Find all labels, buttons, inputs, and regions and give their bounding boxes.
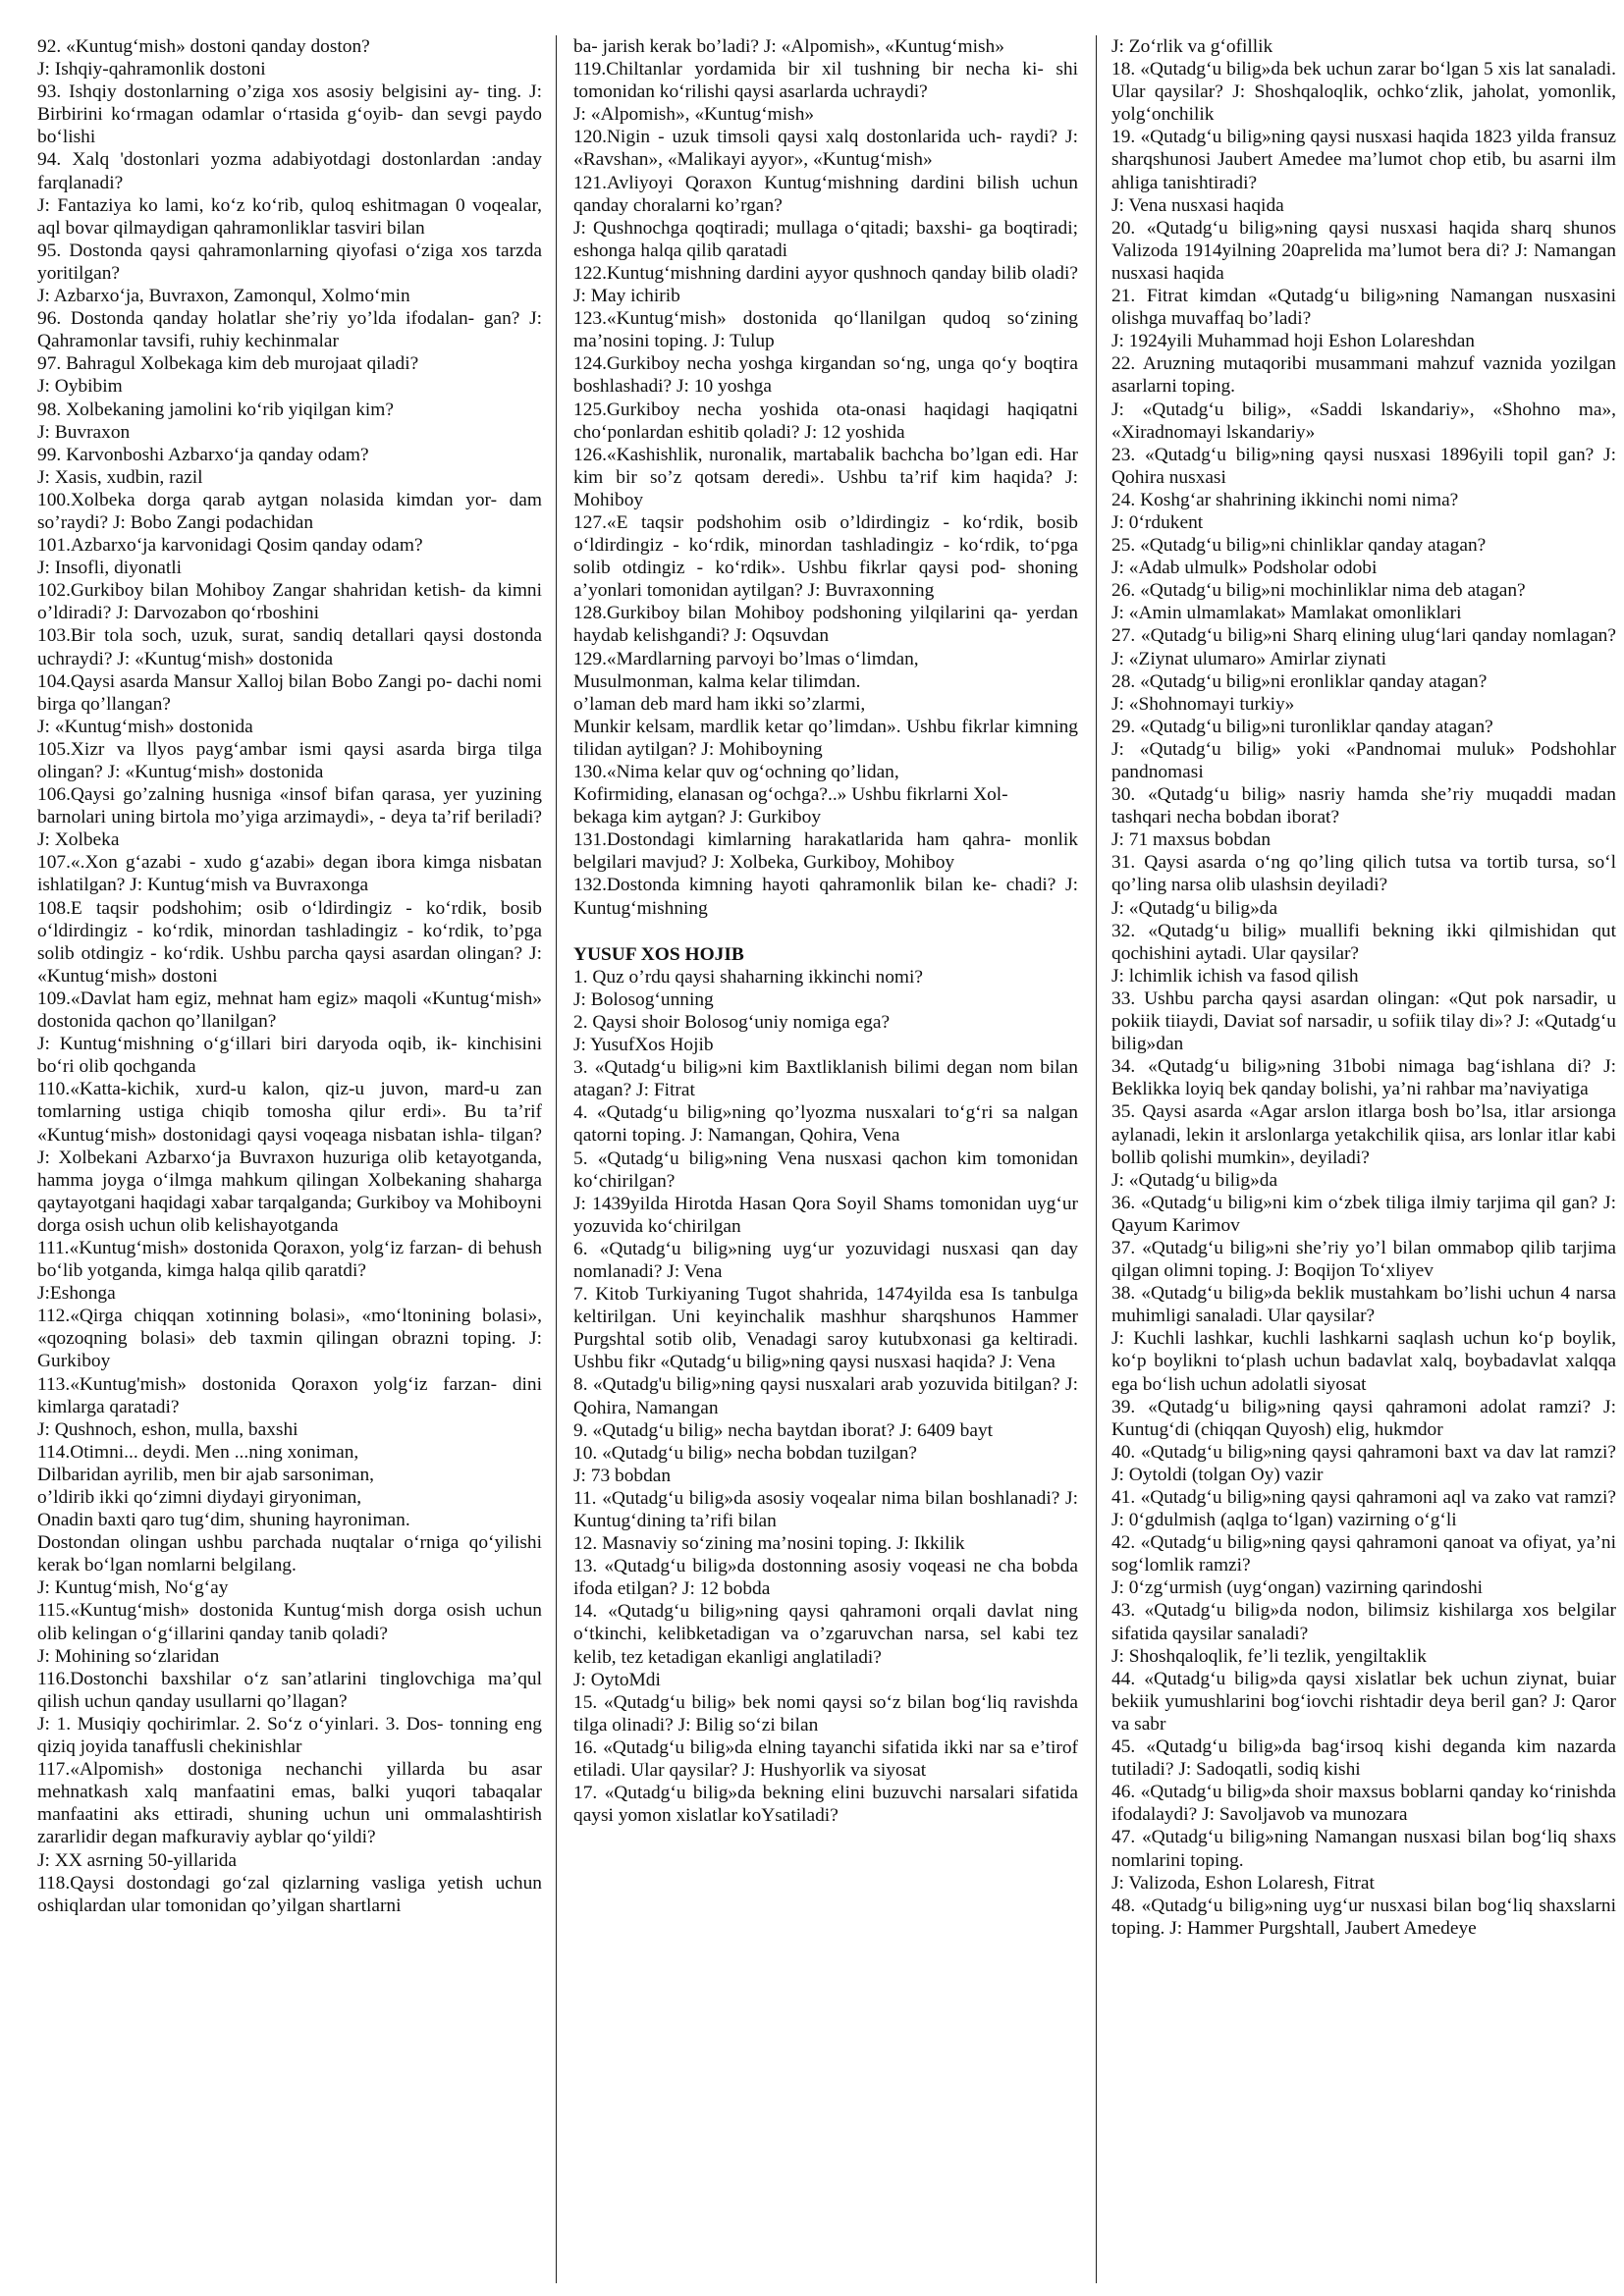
text-paragraph: J: 1439yilda Hirotda Hasan Qora Soyil Shams tomonidan uyg‘ur yozuvida ko‘chirilgan bbox=[573, 1193, 1078, 1237]
text-paragraph: 95. Dostonda qaysi qahramonlarning qiyofasi o‘ziga xos tarzda yoritilgan? bbox=[37, 240, 542, 284]
text-paragraph: J: «Alpomish», «Kuntug‘mish» bbox=[573, 104, 815, 126]
text-paragraph: 1. Quz o’rdu qaysi shaharning ikkinchi nomi? bbox=[573, 966, 923, 988]
text-paragraph: 47. «Qutadg‘u bilig»ning Namangan nusxasi bilan bog‘liq shaxs nomlarini toping. bbox=[1111, 1827, 1616, 1871]
column-divider bbox=[1096, 35, 1097, 2283]
text-paragraph: 44. «Qutadg‘u bilig»da qaysi xislatlar bek uchun ziynat, buiar bekiik yumushlarini bog‘iovchi rishtadir deya beril gan? J: Qaror va sabr bbox=[1111, 1668, 1616, 1735]
text-paragraph: 112.«Qirga chiqqan xotinning bolasi», «mo‘ltonining bolasi», «qozoqning bolasi» deb taxmin qilingan obrazni toping. J: Gurkiboy bbox=[37, 1306, 542, 1372]
text-paragraph: 34. «Qutadg‘u bilig»ning 31bobi nimaga bag‘ishlana di? J: Beklikka loyiq bek qanday bolishi, ya’ni rahbar ma’naviyatiga bbox=[1111, 1056, 1616, 1100]
text-paragraph: J: Kuntug‘mish, No‘g‘ay bbox=[37, 1577, 229, 1599]
text-paragraph: 128.Gurkiboy bilan Mohiboy podshoning yilqilarini qa- yerdan haydab kelishgandi? J: Oqsuvdan bbox=[573, 603, 1078, 647]
column-2-top bbox=[573, 35, 1078, 920]
text-paragraph: J: «Kuntug‘mish» dostonida bbox=[37, 716, 253, 737]
text-paragraph: 2. Qaysi shoir Bolosog‘uniy nomiga ega? bbox=[573, 1011, 891, 1033]
text-paragraph: 12. Masnaviy so‘zining ma’nosini toping. J: Ikkilik bbox=[573, 1533, 965, 1555]
text-paragraph: 29. «Qutadg‘u bilig»ni turonliklar qanday atagan? bbox=[1111, 716, 1493, 737]
column-1 bbox=[37, 35, 542, 2283]
text-paragraph: 45. «Qutadg‘u bilig»da bag‘irsoq kishi deganda kim nazarda tutiladi? J: Sadoqatli, sodiq kishi bbox=[1111, 1736, 1616, 1781]
text-paragraph: 109.«Davlat ham egiz, mehnat ham egiz» maqoli «Kuntug‘mish» dostonida qachon qo’llanilgan? bbox=[37, 988, 542, 1033]
text-paragraph: J: «Qutadg‘u bilig»da bbox=[1111, 897, 1278, 919]
text-paragraph: 39. «Qutadg‘u bilig»ning qaysi qahramoni adolat ramzi? J: Kuntug‘di (chiqqan Quyosh) elig, hukmdor bbox=[1111, 1396, 1616, 1440]
text-paragraph: J: Oybibim bbox=[37, 376, 123, 398]
text-paragraph: 37. «Qutadg‘u bilig»ni she’riy yo’l bilan ommabop qilib tarjima qilgan olimni toping. J: Boqijon To‘xliyev bbox=[1111, 1237, 1616, 1282]
text-paragraph: 105.Xizr va llyos payg‘ambar ismi qaysi asarda birga tilga olingan? J: «Kuntug‘mish» dostonida bbox=[37, 738, 542, 782]
text-paragraph: ba- jarish kerak bo’ladi? J: «Alpomish», «Kuntug‘mish» bbox=[573, 36, 1004, 57]
text-paragraph: Dostondan olingan ushbu parchada nuqtalar o‘rniga qo‘yilishi kerak bo‘lgan nomlarni belgilang. bbox=[37, 1532, 542, 1576]
text-paragraph: J: «Amin ulmamlakat» Mamlakat omonliklari bbox=[1111, 603, 1462, 624]
text-paragraph: 41. «Qutadg‘u bilig»ning qaysi qahramoni aql va zako vat ramzi? J: 0‘gdulmish (aqlga to‘lgan) vazirning o‘g‘li bbox=[1111, 1487, 1616, 1531]
text-paragraph: 131.Dostondagi kimlarning harakatlarida ham qahra- monlik belgilari mavjud? J: Xolbeka, Gurkiboy, Mohiboy bbox=[573, 829, 1078, 874]
column-2 bbox=[573, 35, 1078, 2283]
text-paragraph: 100.Xolbeka dorga qarab aytgan nolasida kimdan yor- dam so’raydi? J: Bobo Zangi podachidan bbox=[37, 489, 542, 533]
text-paragraph: 36. «Qutadg‘u bilig»ni kim o‘zbek tiliga ilmiy tarjima qil gan? J: Qayum Karimov bbox=[1111, 1192, 1616, 1236]
text-paragraph: J: lchimlik ichish va fasod qilish bbox=[1111, 965, 1359, 987]
text-paragraph: 4. «Qutadg‘u bilig»ning qo’lyozma nusxalari to‘g‘ri sa nalgan qatorni toping. J: Namangan, Qohira, Vena bbox=[573, 1102, 1078, 1147]
text-paragraph: 130.«Nima kelar quv og‘ochning qo’lidan, Kofirmiding, elanasan og‘ochga?..» Ushbu fikrlarni Xol- bbox=[573, 762, 1008, 806]
text-paragraph: J: Kuntug‘mishning o‘g‘illari biri daryoda oqib, ik- kinchisini bo‘ri olib qochganda bbox=[37, 1034, 542, 1078]
document-page bbox=[37, 35, 1616, 2283]
text-paragraph: 9. «Qutadg‘u bilig» necha baytdan iborat? J: 6409 bayt bbox=[573, 1419, 994, 1441]
text-paragraph: J: YusufXos Hojib bbox=[573, 1035, 714, 1056]
text-paragraph: J: 71 maxsus bobdan bbox=[1111, 829, 1272, 851]
text-paragraph: 27. «Qutadg‘u bilig»ni Sharq elining ulug‘lari qanday nomlagan? J: «Ziynat ulumaro» Amirlar ziynati bbox=[1111, 625, 1616, 669]
text-paragraph: J: Mohining so‘zlaridan bbox=[37, 1645, 220, 1667]
text-paragraph: 124.Gurkiboy necha yoshga kirgandan so‘ng, unga qo‘y boqtira boshlashadi? J: 10 yoshga bbox=[573, 353, 1078, 398]
text-paragraph: 115.«Kuntug‘mish» dostonida Kuntug‘mish dorga osish uchun olib kelingan o‘g‘illarini qanday tanib qoladi? bbox=[37, 1600, 542, 1644]
text-paragraph: 30. «Qutadg‘u bilig» nasriy hamda she’riy muqaddi madan tashqari necha bobdan iborat? bbox=[1111, 784, 1616, 828]
text-paragraph: 106.Qaysi go’zalning husniga «insof bifan qarasa, yer yuzining barnolari uning birtola mo’yiga arzimaydi», - deya ta’rif beriladi? J: Xolbeka bbox=[37, 784, 542, 851]
text-paragraph: J:Eshonga bbox=[37, 1283, 116, 1305]
text-paragraph: J: Insofli, diyonatli bbox=[37, 558, 183, 579]
text-paragraph: J: Buvraxon bbox=[37, 421, 131, 443]
text-paragraph: 118.Qaysi dostondagi go‘zal qizlarning vasliga yetish uchun oshiqlardan ular tomonidan qo’yilgan shartlarni bbox=[37, 1872, 542, 1916]
text-paragraph: 40. «Qutadg‘u bilig»ning qaysi qahramoni baxt va dav lat ramzi? J: Oytoldi (tolgan Oy) vazir bbox=[1111, 1441, 1616, 1485]
text-paragraph: 43. «Qutadg‘u bilig»da nodon, bilimsiz kishilarga xos belgilar sifatida qaysilar sanaladi? bbox=[1111, 1600, 1616, 1644]
text-paragraph: 123.«Kuntug‘mish» dostonida qo‘llanilgan qudoq so‘zining ma’nosini toping. J: Tulup bbox=[573, 308, 1078, 352]
text-paragraph: 132.Dostonda kimning hayoti qahramonlik bilan ke- chadi? J: Kuntug‘mishning bbox=[573, 875, 1078, 919]
text-paragraph: 107.«.Xon g‘azabi - xudo g‘azabi» degan ibora kimga nisbatan ishlatilgan? J: Kuntug‘mish va Buvraxonga bbox=[37, 852, 542, 896]
text-paragraph: 31. Qaysi asarda o‘ng qo’ling qilich tutsa va tortib tursa, so‘l qo’ling narsa olib ulashsin deyiladi? bbox=[1111, 852, 1616, 896]
text-paragraph: J: Kuchli lashkar, kuchli lashkarni saqlash uchun ko‘p boylik, ko‘p boylikni to‘plash uchun badavlat xalq, boybadavlat xalqqa ega bo‘lish uchun adolatli siyosat bbox=[1111, 1328, 1616, 1395]
text-paragraph: 96. Dostonda qanday holatlar she’riy yo’lda ifodalan- gan? J: Qahramonlar tavsifi, ruhiy kechinmalar bbox=[37, 308, 542, 352]
text-paragraph: 129.«Mardlarning parvoyi bo’lmas o‘limdan, Musulmonman, kalma kelar tilimdan. o’laman deb mard ham ikki so’zlarmi, bbox=[573, 648, 919, 715]
text-paragraph: J: 1. Musiqiy qochirimlar. 2. So‘z o‘yinlari. 3. Dos- tonning eng qiziq joyida tanaffusli chekinishlar bbox=[37, 1713, 542, 1758]
text-paragraph: J: 0‘zg‘urmish (uyg‘ongan) vazirning qarindoshi bbox=[1111, 1577, 1484, 1599]
text-paragraph: J: Valizoda, Eshon Lolaresh, Fitrat bbox=[1111, 1872, 1375, 1894]
text-paragraph: J: «Qutadg‘u bilig»da bbox=[1111, 1169, 1278, 1191]
text-paragraph: 97. Bahragul Xolbekaga kim deb murojaat qiladi? bbox=[37, 353, 419, 375]
text-paragraph: 11. «Qutadg‘u bilig»da asosiy voqealar nima bilan boshlanadi? J: Kuntug‘dining ta’rifi bilan bbox=[573, 1487, 1078, 1531]
text-paragraph: J: XX asrning 50-yillarida bbox=[37, 1849, 238, 1871]
text-paragraph: 8. «Qutadg'u bilig»ning qaysi nusxalari arab yozuvida bitilgan? J: Qohira, Namangan bbox=[573, 1374, 1078, 1418]
text-paragraph: 113.«Kuntug'mish» dostonida Qoraxon yolg‘iz farzan- dini kimlarga qaratadi? bbox=[37, 1373, 542, 1417]
text-paragraph: J: Qushnochga qoqtiradi; mullaga o‘qitadi; baxshi- ga boqtiradi; eshonga halqa qilib qaratadi bbox=[573, 217, 1078, 261]
text-paragraph: 21. Fitrat kimdan «Qutadg‘u bilig»ning Namangan nusxasini olishga muvaffaq bo’ladi? bbox=[1111, 286, 1616, 330]
text-paragraph: 117.«Alpomish» dostoniga nechanchi yillarda bu asar mehnatkash xalq manfaatini emas, balki yuqori tabaqalar manfaatini aks ettiradi, shuning uchun uni ommalashtirish zararlidir degan mafkuraviy ayblar qo‘yildi? bbox=[37, 1759, 542, 1848]
text-paragraph: 6. «Qutadg‘u bilig»ning uyg‘ur yozuvidagi nusxasi qan day nomlanadi? J: Vena bbox=[573, 1238, 1078, 1282]
column-2-bottom bbox=[573, 966, 1078, 1828]
text-paragraph: J: Qushnoch, eshon, mulla, baxshi bbox=[37, 1418, 298, 1440]
text-paragraph: J: Azbarxo‘ja, Buvraxon, Zamonqul, Xolmo‘min bbox=[37, 286, 410, 307]
text-paragraph: 14. «Qutadg‘u bilig»ning qaysi qahramoni orqali davlat ning o‘tkinchi, kelibketadigan va o’zgaruvchan narsa, sel kabi tez kelib, tez ketadigan ekanligi anglatiladi? bbox=[573, 1601, 1078, 1668]
text-paragraph: 110.«Katta-kichik, xurd-u kalon, qiz-u juvon, mard-u zan tomlarning ustiga chiqib tomosha qilur erdi». Bu ta’rif «Kuntug‘mish» dostonidagi qaysi voqeaga nisbatan ishla- tilgan? J: Xolbekani Azbarxo‘ja Buvraxon huzuriga olib ketayotganda, hamma joyga o‘ilmga mahkum qilingan Xolbekaning shaharga qaytayotgani haqidagi xabar tarqalganda; Gurkiboy va Mohiboyni dorga osish uchun olib kelishayotganda bbox=[37, 1079, 542, 1236]
text-paragraph: 42. «Qutadg‘u bilig»ning qaysi qahramoni qanoat va ofiyat, ya’ni sog‘lomlik ramzi? bbox=[1111, 1532, 1616, 1576]
text-paragraph: J: «Shohnomayi turkiy» bbox=[1111, 693, 1295, 715]
text-paragraph: 126.«Kashishlik, nuronalik, martabalik bachcha bo’lgan edi. Har kim bir so’z qotsam deredi». Ushbu ta’rif kim haqida? J: Mohiboy bbox=[573, 444, 1078, 510]
text-paragraph: 22. Aruzning mutaqoribi musammani mahzuf vaznida yozilgan asarlarni toping. bbox=[1111, 353, 1616, 398]
text-paragraph: Munkir kelsam, mardlik ketar qo’limdan». Ushbu fikrlar kimning tilidan aytilgan? J: Mohiboyning bbox=[573, 716, 1078, 760]
text-paragraph: 104.Qaysi asarda Mansur Xalloj bilan Bobo Zangi po- dachi nomi birga qo’llangan? bbox=[37, 670, 542, 715]
text-paragraph: 18. «Qutadg‘u bilig»da bek uchun zarar bo‘lgan 5 xis lat sanaladi. Ular qaysilar? J: Shoshqaloqlik, ochko‘zlik, jaholat, yomonlik, yolg‘onchilik bbox=[1111, 59, 1616, 126]
text-paragraph: 7. Kitob Turkiyaning Tugot shahrida, 1474yilda esa Is tanbulga keltirilgan. Uni keyinchalik mashhur sharqshunos Hammer Purgshtal sotib olib, Venadagi saroy kutubxonasi ga keltiradi. Ushbu fikr «Qutadg‘u bilig»ning qaysi nusxasi haqida? J: Vena bbox=[573, 1284, 1078, 1373]
text-paragraph: 98. Xolbekaning jamolini ko‘rib yiqilgan kim? bbox=[37, 399, 394, 420]
text-paragraph: 101.Azbarxo‘ja karvonidagi Qosim qanday odam? bbox=[37, 535, 423, 557]
text-paragraph: 122.Kuntug‘mishning dardini ayyor qushnoch qanday bilib oladi? J: May ichirib bbox=[573, 262, 1078, 307]
text-paragraph: J: Fantaziya ko lami, ko‘z ko‘rib, quloq eshitmagan 0 voqealar, aql bovar qilmaydigan qahramonliklar tasviri bilan bbox=[37, 194, 542, 239]
section-heading: YUSUF XOS HOJIB bbox=[573, 943, 744, 965]
text-paragraph: 127.«E taqsir podshohim osib o’ldirdingiz - ko‘rdik, bosib o‘ldirdingiz - ko‘rdik, minordan tashladingiz - ko‘rdik, to‘pga solib otdingiz - ko‘rdik». Ushbu fikrlar qaysi pod- shoning a’yonlari tomonidan aytilgan? J: Buvraxonning bbox=[573, 511, 1078, 602]
text-paragraph: bekaga kim aytgan? J: Gurkiboy bbox=[573, 807, 822, 828]
text-paragraph: 25. «Qutadg‘u bilig»ni chinliklar qanday atagan? bbox=[1111, 535, 1487, 557]
text-paragraph: 32. «Qutadg‘u bilig» muallifi bekning ikki qilmishidan qut qochishini aytadi. Ular qaysilar? bbox=[1111, 920, 1616, 964]
text-paragraph: 17. «Qutadg‘u bilig»da bekning elini buzuvchi narsalari sifatida qaysi yomon xislatlar koYsatiladi? bbox=[573, 1783, 1078, 1827]
text-paragraph: J: «Qutadg‘u bilig», «Saddi lskandariy», «Shohno ma», «Xiradnomayi lskandariy» bbox=[1111, 399, 1616, 443]
text-paragraph: 26. «Qutadg‘u bilig»ni mochinliklar nima deb atagan? bbox=[1111, 580, 1526, 602]
text-paragraph: 23. «Qutadg‘u bilig»ning qaysi nusxasi 1896yili topil gan? J: Qohira nusxasi bbox=[1111, 444, 1616, 488]
text-paragraph: J: OytoMdi bbox=[573, 1669, 661, 1690]
text-paragraph: 125.Gurkiboy necha yoshida ota-onasi haqidagi haqiqatni cho‘ponlardan eshitib qoladi? J: 12 yoshida bbox=[573, 399, 1078, 443]
text-paragraph: J: 73 bobdan bbox=[573, 1465, 672, 1486]
text-paragraph: J: 1924yili Muhammad hoji Eshon Lolareshdan bbox=[1111, 331, 1475, 352]
text-paragraph: 13. «Qutadg‘u bilig»da dostonning asosiy voqeasi ne cha bobda ifoda etilgan? J: 12 bobda bbox=[573, 1556, 1078, 1600]
text-paragraph: 103.Bir tola soch, uzuk, surat, sandiq detallari qaysi dostonda uchraydi? J: «Kuntug‘mish» dostonida bbox=[37, 625, 542, 669]
text-paragraph: 93. Ishqiy dostonlarning o’ziga xos asosiy belgisini ay- ting. J: Birbirini ko‘rmagan odamlar o‘rtasida g‘oyib- dan sevgi paydo bo‘lishi bbox=[37, 81, 542, 148]
text-paragraph: 94. Xalq 'dostonlari yozma adabiyotdagi dostonlardan :anday farqlanadi? bbox=[37, 149, 542, 193]
text-paragraph: J: «Adab ulmulk» Podsholar odobi bbox=[1111, 558, 1378, 579]
text-paragraph: 20. «Qutadg‘u bilig»ning qaysi nusxasi haqida sharq shunos Valizoda 1914yilning 20aprelida ma’lumot bera di? J: Namangan nusxasi haqida bbox=[1111, 217, 1616, 284]
column-divider bbox=[556, 35, 557, 2283]
text-paragraph: 10. «Qutadg‘u bilig» necha bobdan tuzilgan? bbox=[573, 1442, 918, 1464]
text-paragraph: J: Shoshqaloqlik, fe’li tezlik, yengiltaklik bbox=[1111, 1645, 1427, 1667]
text-paragraph: J: 0‘rdukent bbox=[1111, 511, 1204, 533]
text-paragraph: J: Zo‘rlik va g‘ofillik bbox=[1111, 36, 1273, 57]
text-paragraph: 3. «Qutadg‘u bilig»ni kim Baxtliklanish bilimi degan nom bilan atagan? J: Fitrat bbox=[573, 1057, 1078, 1101]
text-paragraph: 46. «Qutadg‘u bilig»da shoir maxsus boblarni qanday ko‘rinishda ifodalaydi? J: Savoljavob va munozara bbox=[1111, 1782, 1616, 1826]
text-paragraph: 15. «Qutadg‘u bilig» bek nomi qaysi so‘z bilan bog‘liq ravishda tilga olinadi? J: Bilig so‘zi bilan bbox=[573, 1691, 1078, 1735]
text-paragraph: 28. «Qutadg‘u bilig»ni eronliklar qanday atagan? bbox=[1111, 670, 1488, 692]
text-paragraph: 121.Avliyoyi Qoraxon Kuntug‘mishning dardini bilish uchun qanday choralarni ko’rgan? bbox=[573, 172, 1078, 216]
text-paragraph: 35. Qaysi asarda «Agar arslon itlarga bosh bo’lsa, itlar arsionga aylanadi, lekin it arslonlarga yetakchilik qiisa, ars lonlar itlar kabi bollib qolishi mumkin», deyiladi? bbox=[1111, 1101, 1616, 1168]
text-paragraph: 38. «Qutadg‘u bilig»da beklik mustahkam bo’lishi uchun 4 narsa muhimligi sanaladi. Ular qaysilar? bbox=[1111, 1283, 1616, 1327]
text-paragraph: J: Vena nusxasi haqida bbox=[1111, 194, 1284, 216]
text-paragraph: 16. «Qutadg‘u bilig»da elning tayanchi sifatida ikki nar sa e’tirof etiladi. Ular qaysilar? J: Hushyorlik va siyosat bbox=[573, 1736, 1078, 1782]
text-paragraph: 114.Otimni... deydi. Men ...ning xoniman, Dilbaridan ayrilib, men bir ajab sarsoniman, o’ldirib ikki qo‘zimni diydayi giryoniman, Onadin baxti qaro tug‘dim, shuning hayroniman. bbox=[37, 1441, 410, 1531]
text-paragraph: 19. «Qutadg‘u bilig»ning qaysi nusxasi haqida 1823 yilda fransuz sharqshunosi Jaubert Amedee ma’lumot chop etib, bu asarni ilm ahliga tanishtiradi? bbox=[1111, 127, 1616, 193]
text-paragraph: 5. «Qutadg‘u bilig»ning Vena nusxasi qachon kim tomonidan ko‘chirilgan? bbox=[573, 1148, 1078, 1192]
text-paragraph: 92. «Kuntug‘mish» dostoni qanday doston? bbox=[37, 36, 370, 57]
text-paragraph: J: Xasis, xudbin, razil bbox=[37, 466, 203, 488]
column-3 bbox=[1111, 35, 1616, 2283]
text-paragraph: 48. «Qutadg‘u bilig»ning uyg‘ur nusxasi bilan bog‘liq shaxslarni toping. J: Hammer Purgshtall, Jaubert Amedeye bbox=[1111, 1895, 1616, 1939]
text-paragraph: J: «Qutadg‘u bilig» yoki «Pandnomai muluk» Podshohlar pandnomasi bbox=[1111, 738, 1616, 782]
text-paragraph: 24. Koshg‘ar shahrining ikkinchi nomi nima? bbox=[1111, 489, 1459, 510]
text-paragraph: 108.E taqsir podshohim; osib o‘ldirdingiz - ko‘rdik, bosib o‘ldirdingiz - ko‘rdik, minordan tashladingiz - ko‘rdik, to’pga solib otdingiz - ko‘rdik. Ushbu parcha qaysi asardan olingan? J: «Kuntug‘mish» dostoni bbox=[37, 897, 542, 987]
text-paragraph: 119.Chiltanlar yordamida bir xil tushning bir necha ki- shi tomonidan ko‘rilishi qaysi asarlarda uchraydi? bbox=[573, 59, 1078, 103]
text-paragraph: 33. Ushbu parcha qaysi asardan olingan: «Qut pok narsadir, u pokiik tiiaydi, Daviat sof narsadir, u sofiik tilay di»? J: «Qutadg‘u bilig»dan bbox=[1111, 988, 1616, 1055]
text-paragraph: 99. Karvonboshi Azbarxo‘ja qanday odam? bbox=[37, 444, 369, 465]
text-paragraph: J: Ishqiy-qahramonlik dostoni bbox=[37, 59, 266, 80]
text-paragraph: J: Bolosog‘unning bbox=[573, 988, 714, 1010]
text-paragraph: 111.«Kuntug‘mish» dostonida Qoraxon, yolg‘iz farzan- di behush bo‘lib yotganda, kimga halqa qilib qaratdi? bbox=[37, 1237, 542, 1282]
text-paragraph: 102.Gurkiboy bilan Mohiboy Zangar shahridan ketish- da kimni o’ldiradi? J: Darvozabon qo‘rboshini bbox=[37, 580, 542, 624]
text-paragraph: 116.Dostonchi baxshilar o‘z san’atlarini tinglovchiga ma’qul qilish uchun qanday usullarni qo’llagan? bbox=[37, 1668, 542, 1712]
text-paragraph: 120.Nigin - uzuk timsoli qaysi xalq dostonlarida uch- raydi? J: «Ravshan», «Malikayi ayyor», «Kuntug‘mish» bbox=[573, 127, 1078, 171]
